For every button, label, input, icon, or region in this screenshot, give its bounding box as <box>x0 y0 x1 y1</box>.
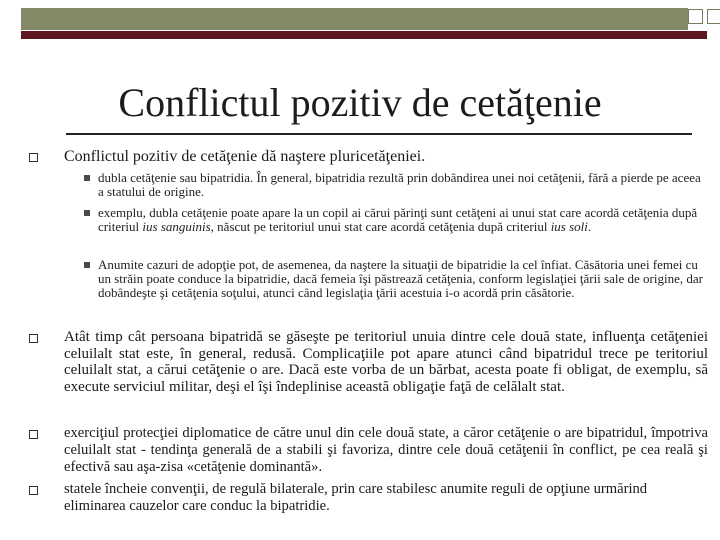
top-decorative-bar <box>21 8 707 38</box>
point-1-text: Conflictul pozitiv de cetăţenie dă naştere pluricetăţeniei. <box>64 148 426 165</box>
subpoint-2-middle: născut pe teritoriul unui stat care acordă cetăţenia după criteriul <box>213 219 551 234</box>
subpoint-2-before: exemplu, dubla cetăţenie poate apare la un copil ai cărui părinţi sunt cetăţeni ai unui stat care acordă cetăţenia după criteriul <box>98 205 698 234</box>
hollow-square-bullet-icon <box>29 430 38 439</box>
corner-square-right <box>707 9 720 24</box>
olive-band <box>21 8 688 30</box>
slide-title: Conflictul pozitiv de cetăţenie <box>118 80 602 125</box>
hollow-square-bullet-icon <box>29 486 38 495</box>
subpoint-2-latin-term-1: ius sanguinis, <box>142 219 214 234</box>
hollow-square-bullet-icon <box>29 153 38 162</box>
filled-square-bullet-icon <box>84 262 90 268</box>
hollow-square-bullet-icon <box>29 334 38 343</box>
subpoint-3-text: Anumite cazuri de adopţie pot, de asemenea, da naştere la situaţii de bipatridie la cel înfiat. Căsătoria unei femei cu un străin poate conduce la bipatridie, dacă femeia îşi păstrează cetăţenia, conform legislaţiei ţării sale de origine, dar dobândeşte şi cetăţenia soţului, atunci când legislaţia ţării acestuia i-o acordă prin căsătorie. <box>98 257 703 300</box>
point-2-text: Atât timp cât persoana bipatridă se găseşte pe teritoriul unuia dintre cele două state, influenţa cetăţeniei celuilalt stat este, în general, redusă. Complicaţiile pot apare atunci când bipatridul trece pe teritoriul celuilalt stat, a cărui cetăţenie o are. Dacă este vorba de un bărbat, acesta poate fi obligat, de exemplu, să execute serviciul militar, deşi el îşi îndeplinise această obligaţie faţă de celălalt stat. <box>64 329 708 395</box>
title-underline <box>66 133 692 135</box>
maroon-band <box>21 31 707 39</box>
point-4-text: statele încheie convenţii, de regulă bilaterale, prin care stabilesc anumite reguli de opţiune urmărind eliminarea cauzelor care conduc la bipatridie. <box>64 481 648 515</box>
filled-square-bullet-icon <box>84 210 90 216</box>
corner-square-left <box>688 9 703 24</box>
point-3-text: exerciţiul protecţiei diplomatice de către unul din cele două state, a căror cetăţenie o are bipatridul, împotriva celuilalt stat - tendinţa generală de a stabili şi favoriza, dintre cele două cetăţenii în conflict, pe cea reală şi efectivă sau aşa-zisa «cetăţenie dominantă». <box>64 425 708 476</box>
subpoint-2-text <box>98 206 708 234</box>
subpoint-1-text: dubla cetăţenie sau bipatridia. În general, bipatridia rezultă prin dobândirea unei noi cetăţenii, fără a pierde pe aceea a statului de origine. <box>98 170 701 199</box>
subpoint-2-latin-term-2: ius soli <box>550 219 588 234</box>
subpoint-2-after: . <box>587 219 592 234</box>
filled-square-bullet-icon <box>84 175 90 181</box>
